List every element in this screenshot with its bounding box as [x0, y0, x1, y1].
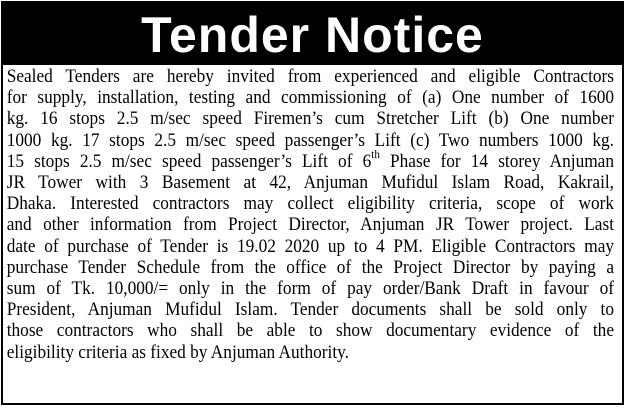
notice-header — [3, 3, 622, 65]
body-line-4: 1000 kg. 17 stops 2.5 m/sec speed passenger’s Lift (c) Two numbers 1000 kg. — [6, 129, 615, 151]
body-line-10: purchase Tender Schedule from the office of the Project Director by paying a — [6, 256, 615, 278]
ordinal-superscript: th — [371, 146, 380, 161]
body-line-12: President, Anjuman Mufidul Islam. Tender documents shall be sold only to — [6, 299, 615, 321]
body-line-11: sum of Tk. 10,000/= only in the form of pay order/Bank Draft in favour of — [6, 278, 615, 300]
body-line-13: those contractors who shall be able to show documentary evidence of the — [6, 320, 615, 342]
body-line-5-start: 15 stops 2.5 m/sec speed passenger’s Lift of 6 — [6, 150, 372, 172]
body-line-5-end: Phase for 14 storey Anjuman — [379, 150, 614, 172]
notice-title: Tender Notice — [141, 7, 484, 63]
body-line-5 — [6, 146, 614, 172]
tender-notice — [1, 1, 624, 405]
body-line-3: kg. 16 stops 2.5 m/sec speed Firemen’s cum Stretcher Lift (b) One number — [6, 108, 615, 130]
body-line-9: date of purchase of Tender is 19.02 2020 up to 4 PM. Eligible Contractors may — [6, 235, 615, 257]
body-line-1: Sealed Tenders are hereby invited from experienced and eligible Contractors — [6, 66, 615, 87]
body-line-2: for supply, installation, testing and commissioning of (a) One number of 1600 — [6, 87, 615, 109]
body-line-6: JR Tower with 3 Basement at 42, Anjuman Mufidul Islam Road, Kakrail, — [6, 172, 615, 194]
body-line-8: and other information from Project Director, Anjuman JR Tower project. Last — [6, 214, 615, 236]
body-line-14: eligibility criteria as fixed by Anjuman Authority. — [6, 341, 349, 363]
body-line-7: Dhaka. Interested contractors may collect eligibility criteria, scope of work — [6, 193, 615, 215]
notice-body — [3, 65, 618, 363]
